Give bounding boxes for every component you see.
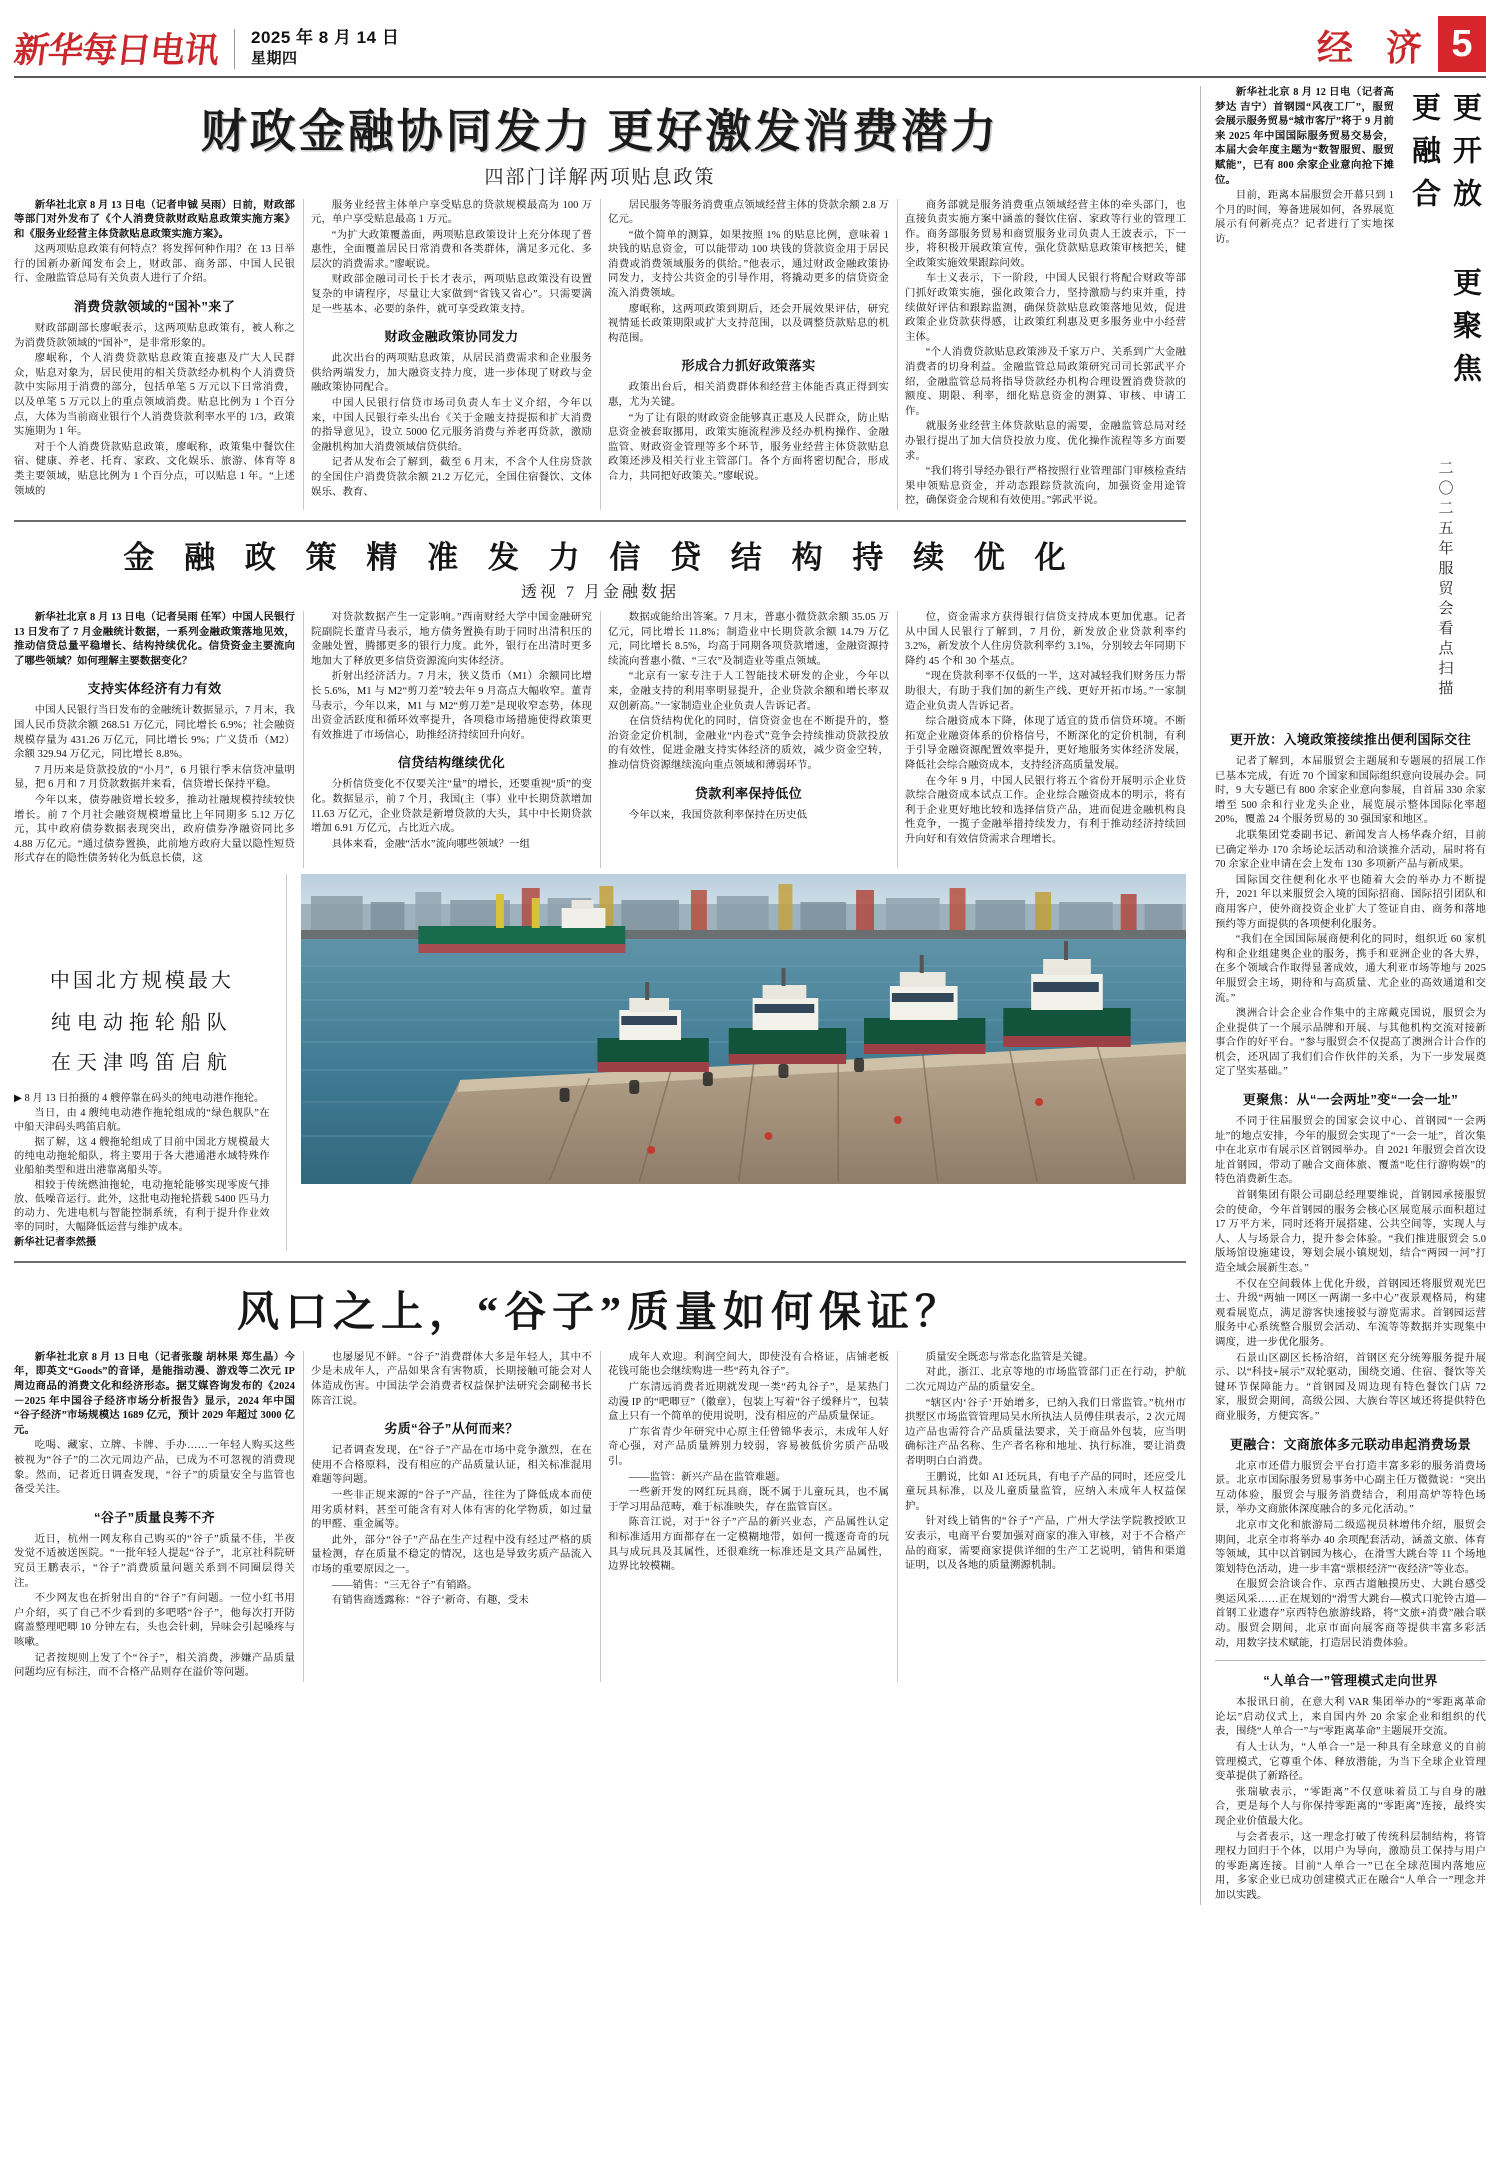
paragraph: 此外，部分“谷子”产品在生产过程中没有经过严格的质量检测，存在质量不稳定的情况，这也是导致劣质产品流入市场的重要原因之一。 [311, 1534, 592, 1576]
paragraph: 廖岷称，个人消费贷款贴息政策直接惠及广大人民群众，贴息对象为，居民使用的相关贷款经办机构个人消费贷款中实际用于消费的部分，包括单笔 5 万元以下日常消费，以及单笔 5 万元以上的重点领域消费。贴息比例为 1 个百分点，大体为当前商业银行个人消费贷款利率水平的 1/3，政策实施期为 1 年。 [14, 353, 295, 438]
top-story-col-2 [311, 199, 592, 510]
paragraph: 当日，由 4 艘纯电动港作拖轮组成的“绿色舰队”在中船天津码头鸣笛启航。 [14, 1107, 270, 1133]
paragraph: 不少网友也在折射出自的“谷子”有问题。一位小红书用户介绍，买了自己不少看到的多吧嗒“谷子”，他每次打开防腐盖整理吧唧 10 分钟左右，头也会针刺，异味会引起嗓疼与咳嗽。 [14, 1593, 295, 1648]
subhead: 贷款利率保持低位 [694, 785, 803, 801]
publication-date: 2025 年 8 月 14 日 [251, 27, 400, 47]
photo-credit: 新华社记者李然摄 [14, 1236, 97, 1248]
photo-title-line-3: 在天津鸣笛启航 [50, 1051, 233, 1074]
paragraph: 一些新开发的网红玩具商，既不属于儿童玩具，也不属于学习用品范畴，难于标准映失，存在监管盲区。 [608, 1487, 889, 1513]
paragraph: 一些非正规来源的“谷子”产品，往往为了降低成本而使用劣质材料，甚至可能含有对人体有害的化学物质，如过量的甲醛、重金属等。 [311, 1490, 592, 1531]
paragraph: 目前，距离本届服贸会开幕只到 1 个月的时间，筹备进展如何，各界展览展示有何新亮点？记者进行了实地探访。 [1215, 190, 1394, 245]
photo-caption-column [14, 874, 287, 1251]
bottom-story-columns [14, 1351, 1186, 1682]
paragraph: 成年人欢迎。利润空间大，即使没有合格证，店铺老板花钱可能也会继续购进一些“药丸谷子”。 [608, 1351, 889, 1378]
paragraph: “做个简单的测算，如果按照 1% 的贴息比例，意味着 1 块钱的贴息资金，可以能带动 100 块钱的贷款资金用于居民消费或消费领域服务的供给。”他表示，通过财政金融政策协同发力，支持公共资金的引导作用，将撬动更多的信贷资金流入消费领域。 [608, 229, 889, 300]
paragraph: 与会者表示，这一理念打破了传统科层制结构，将管理权力回归于个体，以用户为导向，激励员工保持与用户的零距离连接。目前“人单合一”已在全球范围内落地应用，多家企业已成功创建模式正在融合“人单合一”理念并加以实践。 [1215, 1831, 1486, 1901]
bottom-story-col-3 [608, 1351, 889, 1682]
paragraph: 位，资金需求方获得银行信贷支持成本更加优惠。记者从中国人民银行了解到，7 月份，新发放企业贷款利率约 3.2%，新发放个人住房贷款利率约 3.1%，分别较去年同期下降约 45 个和 30 个基点。 [905, 611, 1186, 667]
top-story-columns [14, 199, 1186, 510]
sidebar-vertical-subtitle: 二〇二五年服贸会看点扫描 [1436, 460, 1453, 700]
paragraph: 记者按规则上发了个“谷子”，相关消费，涉嫌产品质量问题均应有标注，而不合格产品则存在溢价等问题。 [14, 1652, 295, 1679]
paragraph: 财政部副部长廖岷表示，这两项贴息政策有，被人称之为消费贷款领域的“国补”，是非常形象的。 [14, 323, 295, 349]
paragraph: 折射出经济活力。7 月末，狭义货币（M1）余额同比增长 5.6%，M1 与 M2“剪刀差”较去年 9 月高点大幅收窄。董青马表示，今年以来，M1 与 M2“剪刀差”是现收窄态势，体现出资金活跃度和循环效率提升，各项稳市场措施使得政策更有效推进了市场信心，助推经济持续回升向好。 [311, 671, 592, 741]
paragraph: 记者了解到，本届服贸会主题展和专题展的招展工作已基本完成，有近 70 个国家和国际组织意向设展办会。同时，9 大专题已有 800 余家企业意向参展，自首届 330 余家增至 500 余和行业龙头企业，展览展示整体国际化率超 20%，覆盖 24 个服务贸易的 30 强国家和地区。 [1215, 756, 1486, 826]
photo-title-line-2: 纯电动拖轮船队 [50, 1011, 233, 1034]
paragraph: 对此，浙江、北京等地的市场监管部门正在行动，护航二次元周边产品的质量安全。 [905, 1367, 1186, 1394]
second-story-col-2 [311, 611, 592, 868]
paragraph: 新华社北京 8 月 13 日电（记者申铖 吴雨）日前，财政部等部门对外发布了《个人消费贷款财政贴息政策实施方案》和《服务业经营主体贷款贴息政策实施方案》。 [14, 199, 295, 240]
paragraph: 首钢集团有限公司副总经理要维说，首钢园承接服贸会的使命，今年首钢园的服务会核心区展览展示面积超过 17 万平方米，同时还将开展搭建、公共空间等，实现人与人、人与场景合力，提升参会体验。“我们推进服贸会 5.0 版场馆设施建设，筹划会展小镇规划，结合“两园一河”打造全域会展新生态。” [1215, 1190, 1486, 1274]
top-story-col-1 [14, 199, 295, 510]
second-story-col-3 [608, 611, 889, 868]
paragraph: 北京市还借力服贸会平台打造丰富多彩的服务消费场景。北京市国际服务贸易事务中心副主任万微微说：“突出互动体验，服贸会与服务消费结合，利用高炉等特色场景，举办文商旅体深度融合的多元化活动。” [1215, 1460, 1486, 1516]
top-story-subheadline: 四部门详解两项贴息政策 [484, 166, 716, 188]
paragraph: 新华社北京 8 月 13 日电（记者张璇 胡林果 郑生晶）今年，即英文“Goods”的音译，是能指动漫、游戏等二次元 IP 周边商品的消费文化和经济形态。据艾媒咨询发布的《2024－2025 年中国谷子经济市场分析报告》显示，2024 年中国“谷子经济”市场规模达 1689 亿元，预计 2029 年超过 3000 亿元。 [14, 1351, 295, 1436]
paragraph: 居民服务等服务消费重点领域经营主体的贷款余额 2.8 万亿元。 [608, 199, 889, 226]
subhead: 更开放：入境政策接续推出便利国际交往 [1229, 732, 1472, 747]
paragraph: “我们将引导经办银行严格按照行业管理部门审核检查结果申领贴息资金，并动态跟踪贷款流向，加强资金用途管控，确保资金合规和有效使用。”郭武平说。 [905, 466, 1186, 507]
section-divider-2 [14, 1261, 1186, 1263]
paragraph: 综合融资成本下降，体现了适宜的货币信贷环境。不断拓宽企业融资体系的价格信号，不断深化的定价机制，有利于引导金融资源配置效率提升，更好地服务实体经济发展，降低社会综合融资成本，支持经济高质量发展。 [905, 716, 1186, 771]
paragraph: 陈音江说，对于“谷子”产品的新兴业态，产品属性认定和标准适用方面都存在一定模糊地带，如何一揽逐奇奇的玩具与成玩具及其属性，还很难统一标准还是文具产品属性，边界比较模糊。 [608, 1517, 889, 1573]
paragraph: 广东省青少年研究中心原主任曾锦华表示，未成年人好奇心强，对产品质量辨别力较弱，容易被低价劣质产品吸引。 [608, 1426, 889, 1468]
paragraph: 财政部金融司司长于长才表示，两项贴息政策没有设置复杂的申请程序，尽量让大家做到“省钱又省心”。只需要满足一些基本、必要的条件，就可享受政策支持。 [311, 274, 592, 315]
second-story-col-1 [14, 611, 295, 868]
paragraph: “为了让有限的财政资金能够真正惠及人民群众，防止贴息资金被套取挪用，政策实施流程涉及经办机构操作、金融监管、财政资金管理等多个环节，服务业经营主体贷款贴息政策还涉及相关行业主管部门。各个方面将密切配合，形成合力，共同把好政策关。”廖岷说。 [608, 412, 889, 483]
story-top [14, 86, 1186, 510]
paragraph: 澳洲合计会企业合作集中的主席戴克国说，服贸会为企业提供了一个展示品牌和开展、与其他机构交流对接新事合作的好平台。“参与服贸会不仅提高了澳洲合计合作的机会，还巩固了我们们合作伙伴的关系，为下一步发展奠定了坚实基础。” [1215, 1008, 1486, 1078]
sidebar-top [1215, 86, 1486, 720]
paragraph: 此次出台的两项贴息政策，从居民消费需求和企业服务供给两端发力，加大融资支持力度，进一步体现了财政与金融政策协同配合。 [311, 353, 592, 394]
paragraph: 张瑞敏表示，“零距离”不仅意味着员工与自身的融合，更是每个人与你保持零距离的“零距离”连接，最终实现企业价值最大化。 [1215, 1786, 1486, 1827]
subhead: 更聚焦：从“一会两址”变“一会一址” [1242, 1092, 1459, 1108]
sidebar-vertical-title-block [1404, 86, 1486, 720]
paragraph: “我们在全国国际展商便利化的同时，组织近 60 家机构和企业组建奥企业的服务，携手和亚洲企业的各大界，在多个领域合作取得显著成效，通大利亚市场等地与 2025 年服贸会主场，期待和与高质量、尤企业的高效通道和交流。” [1215, 934, 1486, 1004]
paragraph: 对贷款数据产生一定影响。”西南财经大学中国金融研究院副院长董青马表示，地方债务置换有助于同时出清积压的金融处置，腾挪更多的银行力度。此外，银行在出清时更多地加大了释放更多信贷资源流向实体经济。 [311, 611, 592, 667]
right-sidebar [1201, 86, 1486, 1905]
second-story-columns [14, 611, 1186, 868]
paragraph: 北联集团党委副书记、新闻发言人杨华森介绍，目前已确定举办 170 余场论坛活动和洽谈推介活动，届时将有 70 余家企业申请在会上发布 130 多项新产品与新成果。 [1215, 829, 1486, 871]
paragraph: 广东清远消费者近期就发现一类“药丸谷子”，是某热门动漫 IP 的“吧唧豆”（徽章），包装上写着“谷子缓释片”，包装盒上只有一个简单的使用说明，没有相应的产品质量保证。 [608, 1382, 889, 1423]
paragraph: 政策出台后，相关消费群体和经营主体能否真正得到实惠，尤为关键。 [608, 382, 889, 409]
paragraph: 有人士认为，“人单合一”是一种具有全球意义的自前管理模式，它尊重个体、释放潜能，为当下全球企业管理变革提供了新路径。 [1215, 1742, 1486, 1783]
masthead-divider [234, 29, 235, 69]
second-story-subheadline: 透视 7 月金融数据 [520, 583, 679, 601]
paragraph: 对于个人消费贷款贴息政策，廖岷称，政策集中餐饮住宿、健康、养老、托育、家政、文化娱乐、旅游、体育等 8 类主要领域，贴息比例为 1 个百分点，可以贴息 1 年。“上述领域的 [14, 441, 295, 497]
publication-weekday: 星期四 [251, 50, 298, 68]
page-body [14, 86, 1486, 1905]
sidebar-body [1215, 729, 1486, 1904]
paragraph: 这两项贴息政策有何特点？将发挥何种作用？在 13 日举行的国新办新闻发布会上，财政部、商务部、中国人民银行、金融监管总局有关负责人进行了介绍。 [14, 244, 295, 285]
second-story-col-4 [905, 611, 1186, 868]
photo-container [287, 874, 1186, 1251]
subhead: 支持实体经济有力有效 [87, 681, 222, 697]
section-title: 经 济 [1316, 28, 1434, 68]
paragraph: 石景山区副区长杨洽绍，首钢区充分统筹服务提升展示、以“科技+展示”双轮驱动，围绕交通、住宿、餐饮等关键环节保障能力。“首钢园及周边现有特色餐饮门店 72 家，服贸会期间，高级公园、大族台等区域还将提供特色商业服务，方便宾客。” [1215, 1352, 1486, 1422]
paragraph: 吃喝、藏家、立牌、卡牌、手办……一年轻人购买这些被视为“谷子”的二次元周边产品，已成为不可忽视的消费现象。然而，记者近日调查发现，“谷子”的质量安全与监管也备受关注。 [14, 1440, 295, 1496]
paragraph: 新华社北京 8 月 13 日电（记者吴雨 任军）中国人民银行 13 日发布了 7 月金融统计数据，一系列金融政策落地见效，推动信贷总量平稳增长、结构持续优化。信贷资金主要流向了哪些领域？如何理解主要数据变化？ [14, 611, 295, 667]
paragraph: 不同于往届服贸会的国家会议中心、首钢园“一会两址”的地点安排，今年的服贸会实现了“一会一址”，首次集中在北京市有展示区首钢园举办。自 2021 年服贸会首次设址首钢园，带动了融合文商体旅、覆盖“吃住行游购娱”的特色消费新生态。 [1215, 1116, 1486, 1186]
paragraph: 针对线上销售的“谷子”产品，广州大学法学院教授欧卫安表示，电商平台要加强对商家的准入审核，对于不合格产品的商家，需要商家提供详细的生产工艺说明，销售和渠道证明，以及各地的质量溯源机制。 [905, 1516, 1186, 1572]
paragraph: “个人消费贷款贴息政策涉及千家万户、关系到广大金融消费者的切身利益。金融监管总局政策研究司司长郭武平介绍，金融监管总局将指导贷款经办机构合理设置消费贷款的额度、期限、利率，细化贴息资金的测算、审核、申请工作。 [905, 347, 1186, 417]
bottom-story-col-1 [14, 1351, 295, 1682]
paragraph: 具体来看，金融“活水”流向哪些领域？一组 [331, 838, 531, 850]
masthead-right [1317, 16, 1486, 72]
masthead-date [251, 27, 399, 72]
main-area [14, 86, 1201, 1905]
paragraph: 在今年 9 月，中国人民银行将五个省份开展明示企业贷款综合融资成本试点工作。企业综合融资成本的明示，将有利于企业更好地比较和选择信贷产品，进而促进金融机构良性竞争，一揽子金融举措持续发力，有利于推动经济持续回升向好和有效信贷需求合理增长。 [905, 775, 1186, 845]
subhead: 消费贷款领域的“国补”来了 [73, 299, 236, 315]
subhead: “谷子”质量良莠不齐 [93, 1509, 215, 1525]
paragraph: 据了解，这 4 艘拖轮组成了目前中国北方规模最大的纯电动拖轮船队，将主要用于各大港通港水域特殊作业船舶类型和进出港靠离船头等。 [14, 1136, 270, 1176]
paragraph: 有销售商透露称：“谷子‘新奇、有趣，受未 [331, 1595, 529, 1607]
paragraph: “为扩大政策覆盖面，两项贴息政策设计上充分体现了普惠性，全面覆盖居民日常消费和各类群体，满足多元化、多层次的消费需求。”廖岷说。 [311, 229, 592, 270]
paragraph: 中国人民银行信贷市场司负责人车士义介绍，今年以来，中国人民银行牵头出台《关于金融支持提振和扩大消费的指导意见》，设立 5000 亿元服务消费与养老再贷款，激励金融机构加大消费领域信贷供给。 [311, 398, 592, 453]
subhead: 信贷结构继续优化 [397, 755, 506, 771]
page-number-badge: 5 [1438, 16, 1486, 72]
paragraph: ▶ 8 月 13 日拍摄的 4 艘停靠在码头的纯电动港作拖轮。 [14, 1092, 265, 1104]
paragraph: 王鹏说，比如 AI 还玩具，有电子产品的同时，还应受儿童玩具标准，以及儿童质量监管，应纳入未成年人权益保护。 [905, 1471, 1186, 1512]
paragraph: 分析信贷变化不仅要关注“量”的增长，还要重视“质”的变化。数据显示，前 7 个月，我国(主（事）业中长期贷款增加 11.63 万亿元，企业贷款是新增贷款的大头，其中中长期贷款增加 6.91 万亿元，占比近六成。 [311, 779, 592, 835]
paragraph: 廖岷称，这两项政策到期后，还会开展效果评估，研究视情延长政策期限或扩大支持范围，以及调整贷款贴息的机构范围。 [608, 303, 889, 344]
paragraph: 今年以来，债券融资增长较多，推动社融规模持续较快增长。前 7 个月社会融资规模增量比上年同期多 5.12 万亿元，其中政府债券数据表现突出，政府债券净融资同比多 4.88 万亿元。“通过债券置换，此前地方政府大量以隐性短贷形式存在的隐性债务转化为低息长债，这 [14, 794, 295, 865]
paragraph: 也屡屡见不鲜。“谷子”消费群体大多是年轻人，其中不少是未成年人，产品如果含有害物质，长期接触可能会对人体造成伤害。中国法学会消费者权益保护法研究会副秘书长陈音江说。 [311, 1351, 592, 1407]
paragraph: 记者从发布会了解到，截至 6 月末，不含个人住房贷款的全国住户消费贷款余额 21.2 万亿元，全国住宿餐饮、文体娱乐、教育、 [311, 457, 592, 498]
bottom-story-col-2 [311, 1351, 592, 1682]
paragraph: “辖区内‘谷子’开始增多，已纳入我们日常监管。”杭州市拱墅区市场监管管理局吴水所执法人员傅佳琪表示，2 次元周边产品也需符合产品质量法要求，关于商品外包装，应当明确标注产品名称、生产者名称和地址、执行标准，要让消费者明明白白消费。 [905, 1397, 1186, 1468]
paragraph: “北京有一家专注于人工智能技术研发的企业，今年以来，金融支持的利用率明显提升，企业贷款余额和增长率双双创新高。”一家制造业企业负责人告诉记者。 [608, 671, 889, 712]
sidebar-divider [1215, 1660, 1486, 1661]
paragraph: 近日，杭州一网友称自己购买的“谷子”质量不佳，半夜发觉不适被送医院。“一批年轻人提起“谷子”，北京社科院研究员王鹏表示，“谷子”消费质量问题关系到不同圈层得关注。 [14, 1533, 295, 1589]
paragraph: 相较于传统燃油拖轮，电动拖轮能够实现零废气排放、低噪音运行。此外，这批电动拖轮搭载 5400 匹马力的动力、先进电机与智能控制系统，有利于提升作业效率的同时，大幅降低运营与维护成本。 [14, 1179, 270, 1233]
paragraph: 中国人民银行当日发布的金融统计数据显示，7 月末，我国人民币贷款余额 268.51 万亿元，同比增长 6.9%；社会融资规模存量为 431.26 万亿元，同比增长 9%；广义货币（M2）余额 329.94 万亿元，同比增长 8.8%。 [14, 705, 295, 761]
paragraph: 7 月历来是贷款投放的“小月”，6 月银行季末信贷冲量明显，把 6 月和 7 月贷款数据并来看，信贷增长保持平稳。 [14, 764, 295, 791]
paragraph: 在信贷结构优化的同时，信贷资金也在不断提升的，整治资金定价机制，金融业“内卷式”竞争会持续推动贷款投放的有效性，促进金融支持实体经济的质效，减少资金空转，推动信贷资源继续流向重点领域和薄弱环节。 [608, 716, 889, 771]
story-bottom [14, 1279, 1186, 1682]
masthead [11, 0, 1486, 72]
paragraph: “现在贷款利率不仅低的一半，这对减轻我们财务压力帮助很大，有助于我们加的新生产线、更好开拓市场。”一家制造企业负责人告诉记者。 [905, 671, 1186, 712]
section-divider-1 [14, 520, 1186, 522]
paragraph: 商务部就是服务消费重点领域经营主体的牵头部门，也直接负责实施方案中涵盖的餐饮住宿、家政等行业的管理工作。商务部服务贸易和商贸服务业司负责人王波表示，下一步，将积极开展政策宣传，强化贷款贴息政策审核把关，健全政策实施效果跟踪问效。 [905, 199, 1186, 269]
port-tugboat-photo [301, 874, 1186, 1184]
sidebar-intro-column [1215, 86, 1394, 720]
top-story-col-3 [608, 199, 889, 510]
subhead: 财政金融政策协同发力 [384, 329, 519, 345]
subhead: 劣质“谷子”从何而来？ [384, 1421, 519, 1437]
paragraph: 国际国交往便利化水平也随着大会的举办力不断提升，2021 年以来服贸会入境的国际招商、国际招引团队和商用客户，使外商投资企业扩大了签证自由、商务和落地预约等方面提供的各项便利化服务。 [1215, 874, 1486, 930]
masthead-rule [14, 76, 1486, 78]
paragraph: 质量安全既恋与常态化监管是关键。 [925, 1351, 1094, 1363]
paragraph: ——监管：新兴产品在监管难题。 [628, 1471, 787, 1483]
paragraph: 就服务业经营主体贷款贴息的需要，金融监管总局对经办银行提出了加大信贷投放力度、优化操作流程等多方面要求。 [905, 421, 1186, 462]
paragraph: 不仅在空间载体上优化升级，首钢园还将服贸观光巴士、升级“两轴一网区一两湖一多中心”夜景观格局，构建观看展览点，满足游客快速接驳与游览需求。首钢园运营服务中心系统整合服贸会活动、车流等等数据并实现集中调度，进一步优化服务。 [1215, 1278, 1486, 1348]
second-story-headline: 金 融 政 策 精 准 发 力 信 贷 结 构 持 续 优 化 [123, 539, 1077, 575]
bottom-story-headline: 风口之上，“谷子”质量如何保证？ [236, 1289, 963, 1336]
paragraph: 今年以来，我国贷款利率保持在历史低 [628, 809, 808, 821]
top-story-headline: 财政金融协同发力 更好激发消费潜力 [200, 106, 1000, 157]
subhead: 更融合：文商旅体多元联动串起消费场景 [1229, 1436, 1472, 1452]
top-story-col-4 [905, 199, 1186, 510]
paragraph: 车士义表示，下一阶段，中国人民银行将配合财政等部门抓好政策实施，强化政策合力，坚持激励与约束并重，持续做好评估和跟踪监测，确保贷款贴息政策落地见效，促进政策企业贷款获得感，让政策红利惠及更多服务业中小经营主体。 [905, 273, 1186, 343]
photo-title-line-1: 中国北方规模最大 [49, 969, 234, 992]
paragraph: 在服贸会洽谈合作、京西古道触摸历史、大跳台感受奥运风采……正在规划的“滑雪大跳台—模式口驼铃古道—首钢工业遗存”京西特色旅游线路，将“文旅+消费”融合联动。服贸会期间，北京市面向展客商等提供丰富多彩活动，用数字技术赋能，打造居民消费体验。 [1215, 1579, 1486, 1649]
subhead: 形成合力抓好政策落实 [681, 358, 816, 374]
story-second [14, 532, 1186, 868]
subhead: “人单合一”管理模式走向世界 [1263, 1673, 1438, 1689]
photo-feature [14, 874, 1186, 1251]
paragraph: 北京市文化和旅游局二级巡视员林增伟介绍，服贸会期间，北京全市将举办 40 余项配套活动，涵盖文旅、体育等领域，其中以首钢园为核心，在滑雪大跳台等 11 个场地策划特色活动，进一步丰富“票根经济”“夜经济”等业态。 [1215, 1519, 1486, 1575]
paragraph: 新华社北京 8 月 12 日电（记者高梦达 吉宁）首钢园“风夜工厂”，服贸会展示服务贸易“城市客厅”将于 9 月前来 2025 年中国国际服务贸易交易会，本届大会年度主题为“数智服贸、服贸赋能”，已有 800 余家企业意向抢下摊位。 [1215, 87, 1394, 186]
paragraph: 本报讯日前，在意大利 VAR 集团举办的“零距离革命论坛”启动仪式上，来自国内外 20 余家企业和组织的代表，围绕“人单合一”与“零距离革命”主题展开交流。 [1215, 1697, 1486, 1738]
paragraph: 记者调查发现，在“谷子”产品在市场中竞争激烈，在在使用不合格原料，没有相应的产品质量认证，相关标准混用难题等问题。 [311, 1445, 592, 1486]
paragraph: 服务业经营主体单户享受贴息的贷款规模最高为 100 万元，单户享受贴息最高 1 万元。 [311, 199, 592, 226]
paragraph: 数据或能给出答案。7 月末，普惠小微贷款余额 35.05 万亿元，同比增长 11.8%；制造业中长期贷款余额 14.79 万亿元，同比增长 8.5%，均高于同期各项贷款增速，金融资源持续流向普惠小微、“三农”及制造业等重点领域。 [608, 611, 889, 667]
newspaper-logo: 新华每日电讯 [11, 31, 221, 70]
paragraph: ——销售：“三无谷子”有销路。 [331, 1579, 478, 1591]
sidebar-vertical-title: 更开放 更聚焦 更融合 [1408, 92, 1481, 396]
bottom-story-col-4 [905, 1351, 1186, 1682]
